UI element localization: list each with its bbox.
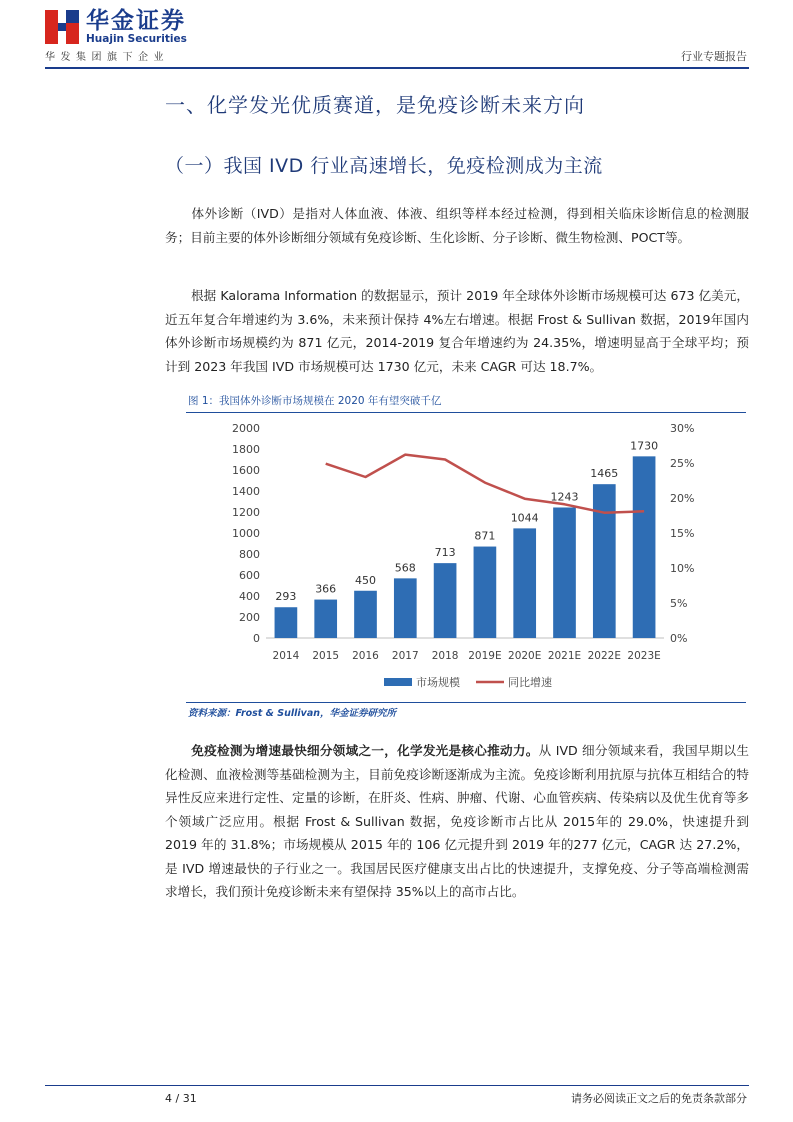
chart-legend <box>384 675 552 689</box>
y-right-tick-label: 0% <box>670 632 688 645</box>
figure-title: 图 1：我国体外诊断市场规模在 2020 年有望突破千亿 <box>188 395 442 407</box>
y-left-tick-label: 1800 <box>232 443 260 456</box>
y-left-tick-label: 200 <box>239 611 260 624</box>
bar <box>474 547 497 638</box>
brand-name-en: Huajin Securities <box>86 33 187 45</box>
x-tick-label: 2017 <box>391 650 419 662</box>
bar-value-label: 293 <box>275 590 297 604</box>
document-type: 行业专题报告 <box>681 50 747 63</box>
x-axis <box>273 650 661 662</box>
paragraph-ivd-definition: 体外诊断（IVD）是指对人体血液、体液、组织等样本经过检测，得到相关临床诊断信息的检测服务；目前主要的体外诊断细分领域有免疫诊断、生化诊断、分子诊断、微生物检测、POCT等。 <box>165 206 749 245</box>
bar-value-label: 1465 <box>590 467 619 481</box>
y-left-tick-label: 2000 <box>232 422 260 435</box>
x-tick-label: 2022E <box>587 650 621 662</box>
y-right-tick-label: 25% <box>670 457 695 470</box>
header-divider <box>45 67 749 69</box>
y-left-tick-label: 0 <box>253 632 260 645</box>
bar-value-label: 450 <box>355 573 376 587</box>
y-left-tick-label: 800 <box>239 548 260 561</box>
bar-value-label: 568 <box>394 561 416 575</box>
bar <box>633 456 656 638</box>
legend-label-market-size: 市场规模 <box>416 676 460 689</box>
bar <box>434 563 457 638</box>
bar <box>314 600 337 638</box>
y-left-tick-label: 1400 <box>232 485 260 498</box>
bar <box>275 607 298 638</box>
y-right-tick-label: 20% <box>670 492 695 505</box>
y-right-tick-label: 15% <box>670 527 695 540</box>
figure-top-rule <box>186 412 746 413</box>
bar <box>513 528 536 638</box>
paragraph-market-size: 根据 Kalorama Information 的数据显示，预计 2019 年全球体外诊断市场规模可达 673 亿美元，近五年复合年增速约为 3.6%，未来预计保持 4%左右增速。根据 Frost & Sullivan 数据，2019年国内体外诊断市场规模约为 871 亿元，2014-2019 复合年增速约为 24.35%，增速明显高于全球平均；预计到 2023 年我国 IVD 市场规模可达 1730 亿元，未来 CAGR 可达 18.7%。 <box>165 288 749 374</box>
y-left-tick-label: 1000 <box>232 527 260 540</box>
ivd-market-chart <box>186 414 746 702</box>
legend-label-growth: 同比增速 <box>508 676 552 689</box>
x-tick-label: 2019E <box>468 650 502 662</box>
y-right-tick-label: 5% <box>670 597 688 610</box>
brand-tagline: 华发集团旗下企业 <box>45 52 169 63</box>
y-axis-right <box>670 422 694 645</box>
legend-swatch-market-size <box>384 678 412 686</box>
figure-bottom-rule <box>186 702 746 703</box>
brand-name: 华金证券 <box>86 8 186 34</box>
bar-value-label: 871 <box>474 529 496 543</box>
x-tick-label: 2020E <box>508 650 542 662</box>
brand-logo-icon <box>45 10 79 44</box>
bar <box>593 484 616 638</box>
bar-value-label: 1243 <box>550 490 579 504</box>
paragraph-immunoassay: 免疫检测为增速最快细分领域之一，化学发光是核心推动力。从 IVD 细分领域来看，我国早期以生化检测、血液检测等基础检测为主，目前免疫诊断逐渐成为主流。免疫诊断利用抗原与抗体互相结合的特异性反应来进行定性、定量的诊断，在肝炎、性病、肿瘤、代谢、心血管疾病、传染病以及优生优育等多个领域广泛应用。根据 Frost & Sullivan 数据，免疫诊断市占比从 2015年的 29.0%，快速提升到 2019 年的 31.8%；市场规模从 2015 年的 106 亿元提升到 2019 年的277 亿元，CAGR 达 27.2%，是 IVD 增速最快的子行业之一。我国居民医疗健康支出占比的快速提升，支撑免疫、分子等高端检测需求增长，我们预计免疫诊断未来有望保持 35%以上的高市占比。 <box>165 743 749 899</box>
y-left-tick-label: 1200 <box>232 506 260 519</box>
bar-value-label: 1044 <box>510 511 539 525</box>
page-number: 4 / 31 <box>165 1092 197 1105</box>
footer-divider <box>45 1085 749 1086</box>
bar-value-label: 366 <box>315 582 337 596</box>
bar <box>553 507 576 638</box>
y-right-tick-label: 10% <box>670 562 695 575</box>
section-heading: 一、化学发光优质赛道，是免疫诊断未来方向 <box>165 93 585 117</box>
x-tick-label: 2023E <box>627 650 661 662</box>
bar <box>354 591 377 638</box>
x-tick-label: 2016 <box>352 650 379 662</box>
bar-series <box>275 456 656 638</box>
y-right-tick-label: 30% <box>670 422 695 435</box>
bar-value-label: 713 <box>434 546 456 560</box>
x-tick-label: 2021E <box>547 650 582 662</box>
x-tick-label: 2018 <box>431 650 459 662</box>
y-left-tick-label: 600 <box>239 569 260 582</box>
x-tick-label: 2014 <box>272 650 300 662</box>
y-axis-left <box>232 422 260 645</box>
figure-source: 资料来源：Frost & Sullivan，华金证券研究所 <box>188 708 396 719</box>
footer-disclaimer: 请务必阅读正文之后的免责条款部分 <box>571 1092 747 1105</box>
subsection-heading: （一）我国 IVD 行业高速增长，免疫检测成为主流 <box>165 155 603 177</box>
bar <box>394 578 417 638</box>
y-left-tick-label: 400 <box>239 590 260 603</box>
x-tick-label: 2015 <box>312 650 340 662</box>
bar-value-label: 1730 <box>630 439 659 453</box>
y-left-tick-label: 1600 <box>232 464 260 477</box>
